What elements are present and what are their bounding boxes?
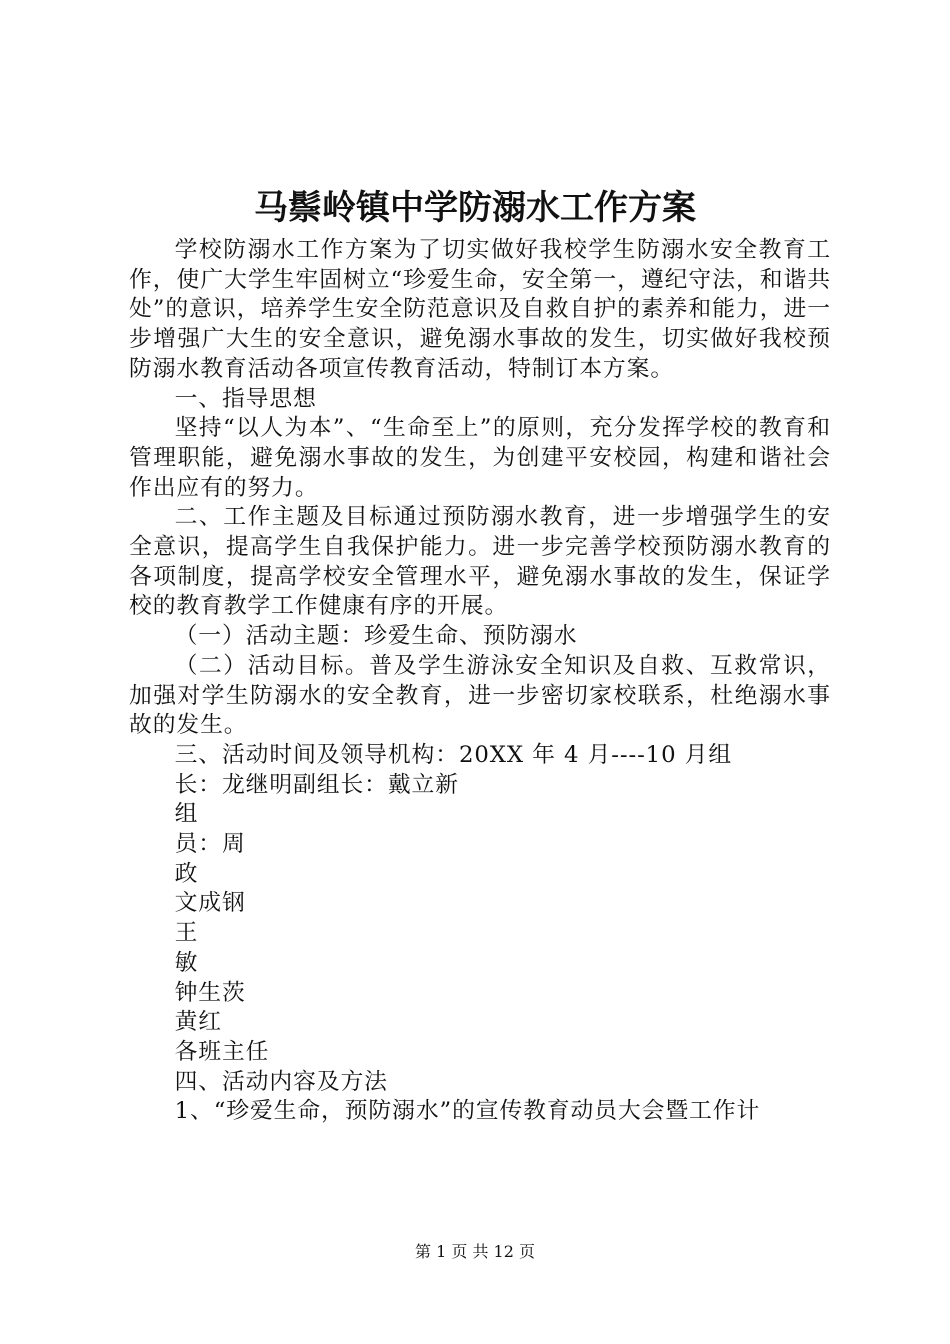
line-member-8: 黄红	[174, 1009, 222, 1036]
heading-guiding-thought: 一、指导思想	[174, 385, 317, 412]
heading-activity-content: 四、活动内容及方法	[174, 1068, 388, 1095]
line-member-3: 政	[174, 860, 199, 887]
paragraph-guiding-thought: 坚持“以人为本”、“生命至上”的原则，充分发挥学校的教育和管理职能，避免溺水事故的发生，为创建平安校园，构建和谐社会作出应有的努力。	[129, 415, 831, 501]
paragraph-theme-goals: 二、工作主题及目标通过预防溺水教育，进一步增强学生的安全意识，提高学生自我保护能力。进一步完善学校预防溺水教育的各项制度，提高学校安全管理水平，避免溺水事故的发生，保证学校的教育教学工作健康有序的开展。	[129, 504, 831, 620]
paragraph-activity-theme: （一）活动主题：珍爱生命、预防溺水	[174, 623, 578, 650]
line-member-7: 钟生茨	[174, 979, 246, 1006]
line-member-6: 敏	[174, 949, 199, 976]
line-item-1: 1、“珍爱生命，预防溺水”的宣传教育动员大会暨工作计	[174, 1098, 761, 1125]
line-member-9: 各班主任	[174, 1038, 270, 1065]
line-activity-time: 三、活动时间及领导机构：20XX 年 4 月----10 月组	[174, 741, 733, 768]
line-member-5: 王	[174, 920, 199, 947]
paragraph-intro: 学校防溺水工作方案为了切实做好我校学生防溺水安全教育工作，使广大学生牢固树立“珍爱生命，安全第一，遵纪守法，和谐共处”的意识，培养学生安全防范意识及自救自护的素养和能力，进一步增强广大生的安全意识，避免溺水事故的发生，切实做好我校预防溺水教育活动各项宣传教育活动，特制订本方案。	[129, 237, 831, 382]
line-member-4: 文成钢	[174, 890, 246, 917]
document-title: 马鬃岭镇中学防溺水工作方案	[254, 188, 696, 228]
line-leader: 长：龙继明副组长：戴立新	[174, 771, 459, 798]
line-member-1: 组	[174, 801, 199, 828]
paragraph-activity-goal: （二）活动目标。普及学生游泳安全知识及自救、互救常识，加强对学生防溺水的安全教育，进一步密切家校联系，杜绝溺水事故的发生。	[129, 652, 831, 739]
line-member-2: 员：周	[174, 831, 246, 858]
document-body	[129, 236, 831, 1127]
page-footer: 第 1 页 共 12 页	[415, 1242, 535, 1261]
